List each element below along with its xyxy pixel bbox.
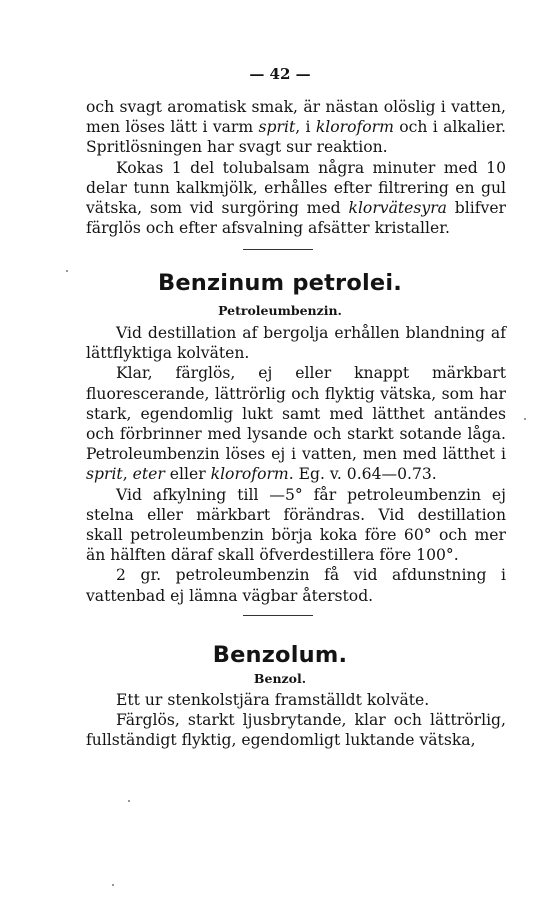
paper-speck xyxy=(66,270,68,272)
paper-speck xyxy=(128,800,130,802)
italic-term: sprit xyxy=(86,465,123,484)
text-run: , xyxy=(122,465,133,484)
section-subtitle-benzol: Benzol. xyxy=(253,671,307,686)
section2-text xyxy=(86,690,506,751)
section1-text xyxy=(86,323,506,606)
section1-paragraph-3: Vid afkylning till —5° får petroleumbenzin ej stelna eller märkbart förändras. Vid destillation skall petroleumbenzin börja koka före 60° och mer än hälften däraf skall öfverdestillera före 100°. xyxy=(86,485,506,565)
intro-text xyxy=(86,97,506,238)
text-run: och i alkalier. Spritlösningen har svagt sur reaktion. xyxy=(86,118,507,157)
intro-paragraph-1 xyxy=(86,97,506,158)
text-run: . Eg. v. 0.64—0.73. xyxy=(288,465,437,484)
paper-speck xyxy=(524,418,526,420)
section-divider xyxy=(243,615,313,616)
italic-term: klorvätesyra xyxy=(348,199,447,218)
section2-paragraph-2: Färglös, starkt ljusbrytande, klar och lättrörlig, fullständigt flyktig, egendomligt luktande vätska, xyxy=(86,711,506,750)
page-number: — 42 — xyxy=(249,65,311,83)
intro-paragraph-2 xyxy=(86,158,506,239)
section1-paragraph-2 xyxy=(86,363,506,484)
text-run: , i xyxy=(295,118,316,137)
italic-term: sprit xyxy=(258,118,296,137)
section-title-benzolum: Benzolum. xyxy=(212,642,348,668)
paper-speck xyxy=(112,884,114,886)
italic-term: eter xyxy=(132,465,165,484)
text-run: Klar, färglös, ej eller knappt märkbart fluorescerande, lättrörlig och flyktig vätska, som har stark, egendomlig lukt samt med lätthet antändes och förbrinner med lysande och starkt sotande låga. Petroleumbenzin löses ej i vatten, men med lätthet i xyxy=(86,364,506,464)
section-title-benzinum: Benzinum petrolei. xyxy=(157,270,403,296)
italic-term: kloroform xyxy=(210,465,289,484)
section-subtitle-petroleumbenzin: Petroleumbenzin. xyxy=(218,303,342,318)
text-run: Kokas 1 del tolubalsam några minuter med 10 delar tunn kalkmjölk, erhålles efter filtrering en gul vätska, som vid surgöring med xyxy=(86,158,506,218)
italic-term: kloroform xyxy=(315,118,394,137)
section2-paragraph-1: Ett ur stenkolstjära framställdt kolväte. xyxy=(116,691,430,709)
text-run: eller xyxy=(164,465,211,484)
text-run: och svagt aromatisk smak, är nästan olöslig i vatten, men löses lätt i varm xyxy=(86,98,506,137)
section1-paragraph-1: Vid destillation af bergolja erhållen blandning af lättflyktiga kolväten. xyxy=(86,324,506,363)
section-divider xyxy=(243,249,313,250)
section1-paragraph-4: 2 gr. petroleumbenzin få vid afdunstning i vattenbad ej lämna vägbar återstod. xyxy=(86,566,506,605)
text-run: blifver färglös och efter afsvalning afsätter kristaller. xyxy=(86,199,506,238)
